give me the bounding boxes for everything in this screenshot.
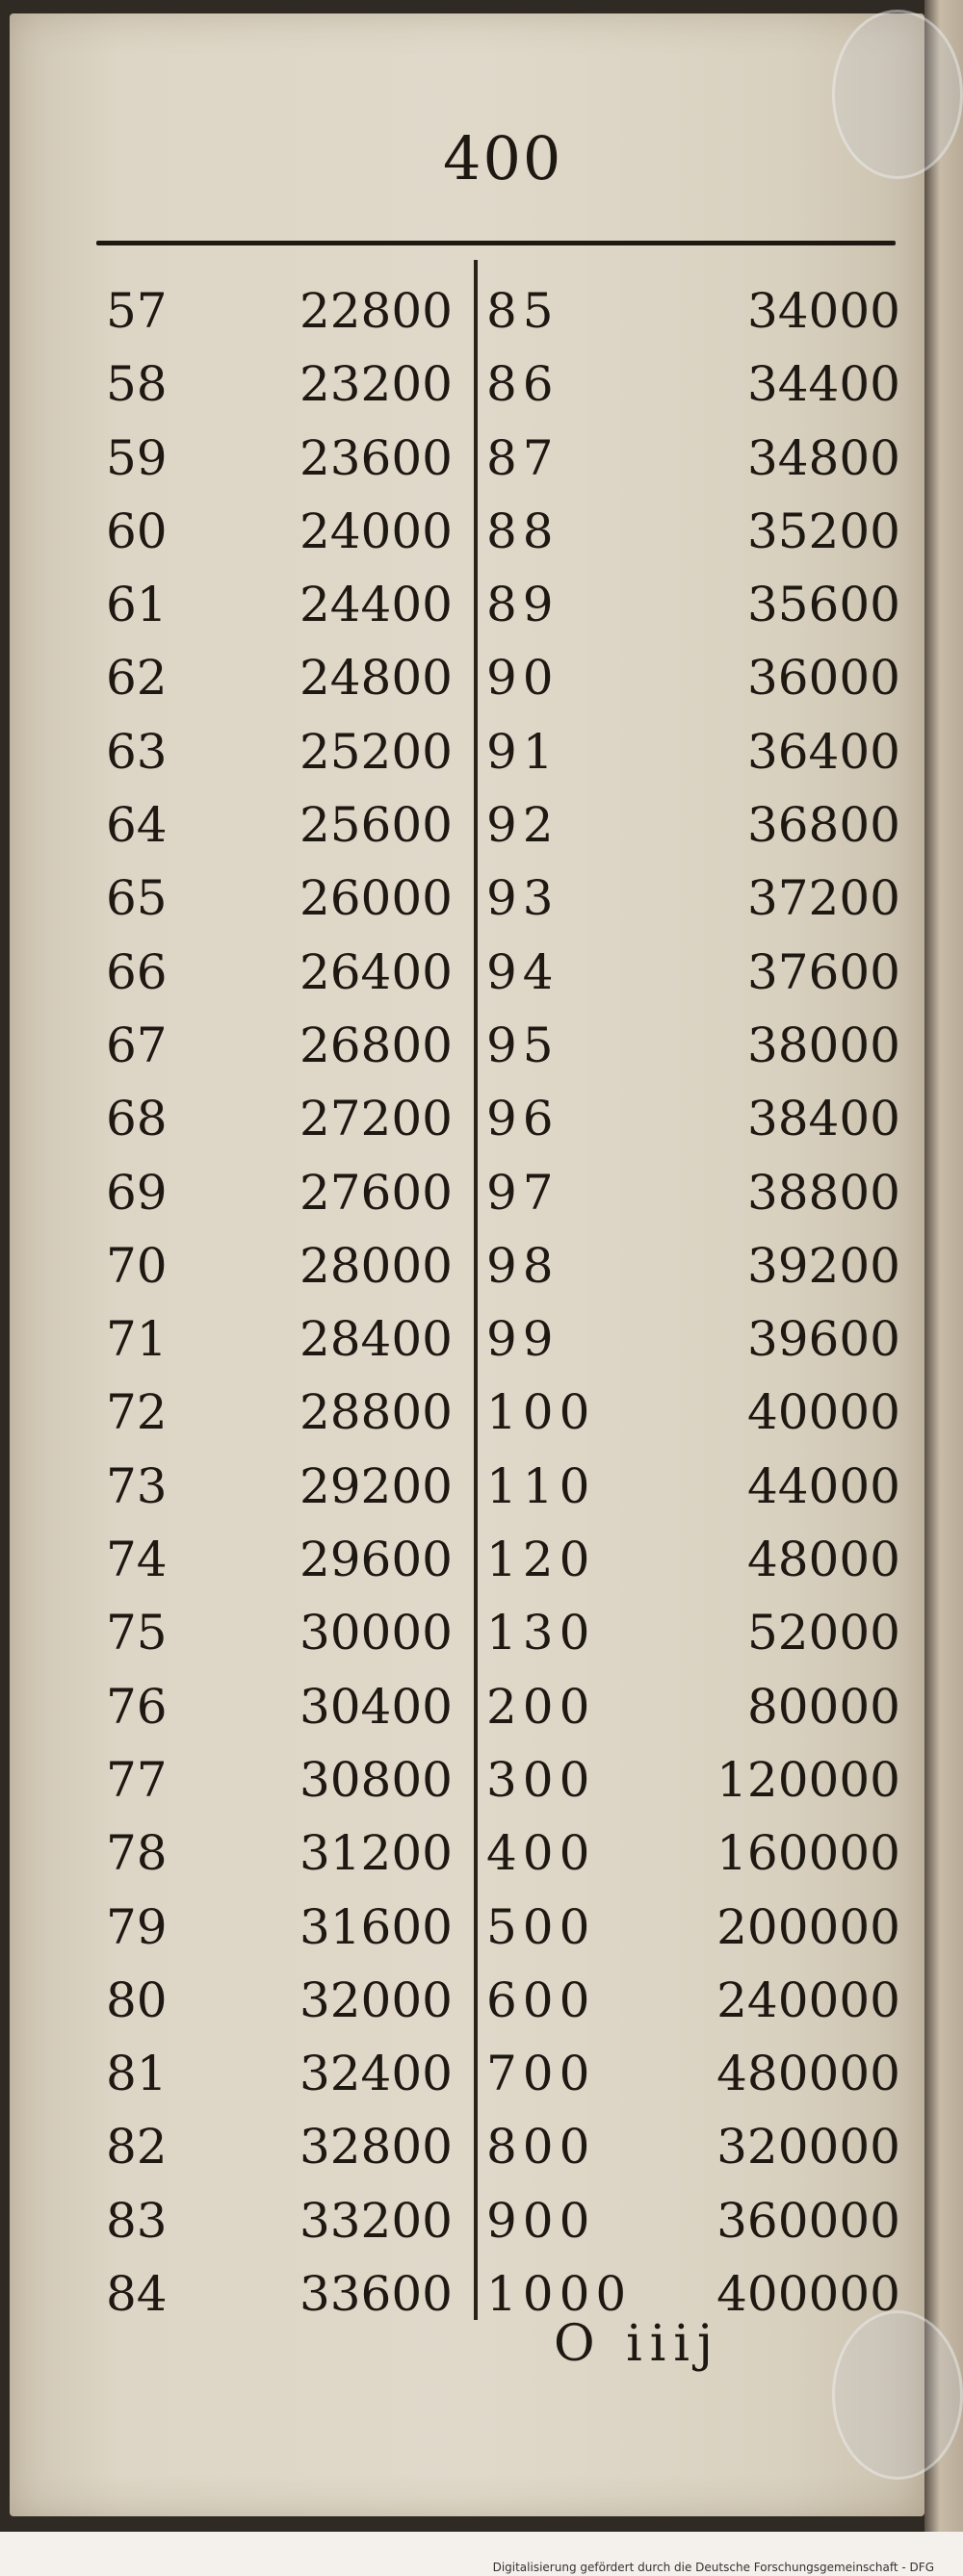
table-row bbox=[0, 1964, 963, 2037]
row-value: 22800 bbox=[299, 283, 453, 339]
row-value: 30400 bbox=[299, 1678, 453, 1735]
row-number: 70 bbox=[106, 1237, 168, 1294]
row-number: 99 bbox=[486, 1311, 560, 1368]
row-value: 28000 bbox=[299, 1237, 453, 1294]
table-row bbox=[0, 2110, 963, 2183]
row-value: 360000 bbox=[716, 2192, 900, 2249]
table-row bbox=[0, 348, 963, 421]
row-value: 160000 bbox=[716, 1825, 900, 1882]
row-number: 72 bbox=[106, 1384, 168, 1441]
row-value: 24000 bbox=[299, 502, 453, 559]
table-row bbox=[0, 1743, 963, 1816]
row-value: 28400 bbox=[299, 1311, 453, 1368]
table-row bbox=[0, 1302, 963, 1376]
row-number: 86 bbox=[486, 356, 560, 413]
glass-clip-bottom bbox=[832, 2310, 963, 2480]
row-number: 85 bbox=[486, 283, 560, 339]
row-value: 320000 bbox=[716, 2119, 900, 2176]
row-value: 36000 bbox=[746, 650, 900, 707]
table-row bbox=[0, 936, 963, 1009]
row-value: 26400 bbox=[299, 943, 453, 1000]
number-table bbox=[0, 274, 963, 2331]
row-value: 35200 bbox=[746, 502, 900, 559]
row-value: 26000 bbox=[299, 870, 453, 927]
row-number: 84 bbox=[106, 2266, 168, 2323]
row-number: 76 bbox=[106, 1678, 168, 1735]
row-number: 63 bbox=[106, 723, 168, 780]
row-value: 37200 bbox=[746, 870, 900, 927]
row-number: 66 bbox=[106, 943, 168, 1000]
row-value: 32000 bbox=[299, 1971, 453, 2028]
row-value: 52000 bbox=[746, 1605, 900, 1662]
table-row bbox=[0, 274, 963, 348]
row-value: 32400 bbox=[299, 2046, 453, 2102]
row-number: 110 bbox=[486, 1457, 596, 1514]
row-value: 36800 bbox=[746, 797, 900, 854]
table-row bbox=[0, 1523, 963, 1596]
row-value: 24400 bbox=[299, 577, 453, 633]
table-row bbox=[0, 788, 963, 862]
row-number: 130 bbox=[486, 1605, 596, 1662]
table-row bbox=[0, 641, 963, 714]
row-number: 95 bbox=[486, 1017, 560, 1073]
row-value: 480000 bbox=[716, 2046, 900, 2102]
row-value: 32800 bbox=[299, 2119, 453, 2176]
row-value: 200000 bbox=[716, 1898, 900, 1955]
row-number: 79 bbox=[106, 1898, 168, 1955]
table-row bbox=[0, 1891, 963, 1964]
row-value: 23600 bbox=[299, 429, 453, 486]
row-number: 65 bbox=[106, 870, 168, 927]
header-rule bbox=[96, 241, 896, 245]
row-number: 700 bbox=[486, 2046, 596, 2102]
row-number: 71 bbox=[106, 1311, 168, 1368]
table-row bbox=[0, 2037, 963, 2110]
row-value: 34800 bbox=[746, 429, 900, 486]
table-row bbox=[0, 2257, 963, 2331]
row-value: 240000 bbox=[716, 1971, 900, 2028]
row-number: 97 bbox=[486, 1164, 560, 1221]
row-value: 33200 bbox=[299, 2192, 453, 2249]
row-number: 60 bbox=[106, 502, 168, 559]
row-number: 200 bbox=[486, 1678, 596, 1735]
row-value: 26800 bbox=[299, 1017, 453, 1073]
row-value: 31600 bbox=[299, 1898, 453, 1955]
table-row bbox=[0, 715, 963, 788]
row-number: 600 bbox=[486, 1971, 596, 2028]
table-row bbox=[0, 1009, 963, 1082]
row-number: 89 bbox=[486, 577, 560, 633]
row-value: 38400 bbox=[746, 1091, 900, 1147]
row-value: 39600 bbox=[746, 1311, 900, 1368]
row-number: 77 bbox=[106, 1751, 168, 1808]
row-number: 98 bbox=[486, 1237, 560, 1294]
table-row bbox=[0, 1229, 963, 1302]
row-number: 90 bbox=[486, 650, 560, 707]
row-number: 92 bbox=[486, 797, 560, 854]
row-number: 100 bbox=[486, 1384, 596, 1441]
row-number: 81 bbox=[106, 2046, 168, 2102]
row-number: 80 bbox=[106, 1971, 168, 2028]
row-value: 25200 bbox=[299, 723, 453, 780]
row-number: 400 bbox=[486, 1825, 596, 1882]
row-value: 29200 bbox=[299, 1457, 453, 1514]
row-number: 96 bbox=[486, 1091, 560, 1147]
row-value: 23200 bbox=[299, 356, 453, 413]
footer-credit: Digitalisierung gefördert durch die Deutsche Forschungsgemeinschaft - DFG bbox=[492, 2561, 934, 2574]
row-number: 300 bbox=[486, 1751, 596, 1808]
row-number: 59 bbox=[106, 429, 168, 486]
row-value: 39200 bbox=[746, 1237, 900, 1294]
row-value: 27200 bbox=[299, 1091, 453, 1147]
row-number: 58 bbox=[106, 356, 168, 413]
row-value: 120000 bbox=[716, 1751, 900, 1808]
row-number: 62 bbox=[106, 650, 168, 707]
row-value: 400000 bbox=[716, 2266, 900, 2323]
row-number: 57 bbox=[106, 283, 168, 339]
row-value: 35600 bbox=[746, 577, 900, 633]
row-number: 74 bbox=[106, 1532, 168, 1588]
row-value: 37600 bbox=[746, 943, 900, 1000]
table-row bbox=[0, 1816, 963, 1890]
table-row bbox=[0, 1156, 963, 1229]
row-number: 69 bbox=[106, 1164, 168, 1221]
row-value: 24800 bbox=[299, 650, 453, 707]
row-number: 82 bbox=[106, 2119, 168, 2176]
row-number: 93 bbox=[486, 870, 560, 927]
row-value: 25600 bbox=[299, 797, 453, 854]
row-number: 87 bbox=[486, 429, 560, 486]
row-number: 61 bbox=[106, 577, 168, 633]
row-number: 75 bbox=[106, 1605, 168, 1662]
row-number: 1000 bbox=[486, 2266, 633, 2323]
table-row bbox=[0, 422, 963, 495]
row-value: 31200 bbox=[299, 1825, 453, 1882]
row-number: 83 bbox=[106, 2192, 168, 2249]
signature-mark: O iiij bbox=[554, 2315, 721, 2373]
row-value: 34400 bbox=[746, 356, 900, 413]
row-value: 30800 bbox=[299, 1751, 453, 1808]
table-row bbox=[0, 1376, 963, 1449]
row-number: 500 bbox=[486, 1898, 596, 1955]
page-number: 400 bbox=[443, 123, 563, 193]
row-number: 67 bbox=[106, 1017, 168, 1073]
row-value: 33600 bbox=[299, 2266, 453, 2323]
row-value: 28800 bbox=[299, 1384, 453, 1441]
row-value: 44000 bbox=[746, 1457, 900, 1514]
row-value: 29600 bbox=[299, 1532, 453, 1588]
table-row bbox=[0, 1082, 963, 1155]
row-number: 91 bbox=[486, 723, 560, 780]
row-number: 900 bbox=[486, 2192, 596, 2249]
table-row bbox=[0, 568, 963, 641]
row-value: 30000 bbox=[299, 1605, 453, 1662]
row-number: 68 bbox=[106, 1091, 168, 1147]
row-value: 27600 bbox=[299, 1164, 453, 1221]
row-number: 120 bbox=[486, 1532, 596, 1588]
row-value: 80000 bbox=[746, 1678, 900, 1735]
row-number: 94 bbox=[486, 943, 560, 1000]
table-row bbox=[0, 2184, 963, 2257]
row-number: 88 bbox=[486, 502, 560, 559]
table-row bbox=[0, 1450, 963, 1523]
row-value: 34000 bbox=[746, 283, 900, 339]
row-number: 73 bbox=[106, 1457, 168, 1514]
glass-clip-top bbox=[832, 10, 963, 179]
row-number: 78 bbox=[106, 1825, 168, 1882]
table-row bbox=[0, 495, 963, 568]
table-row bbox=[0, 862, 963, 935]
row-value: 40000 bbox=[746, 1384, 900, 1441]
row-number: 800 bbox=[486, 2119, 596, 2176]
row-value: 48000 bbox=[746, 1532, 900, 1588]
row-value: 38800 bbox=[746, 1164, 900, 1221]
row-value: 36400 bbox=[746, 723, 900, 780]
row-value: 38000 bbox=[746, 1017, 900, 1073]
table-row bbox=[0, 1596, 963, 1669]
table-row bbox=[0, 1670, 963, 1743]
row-number: 64 bbox=[106, 797, 168, 854]
